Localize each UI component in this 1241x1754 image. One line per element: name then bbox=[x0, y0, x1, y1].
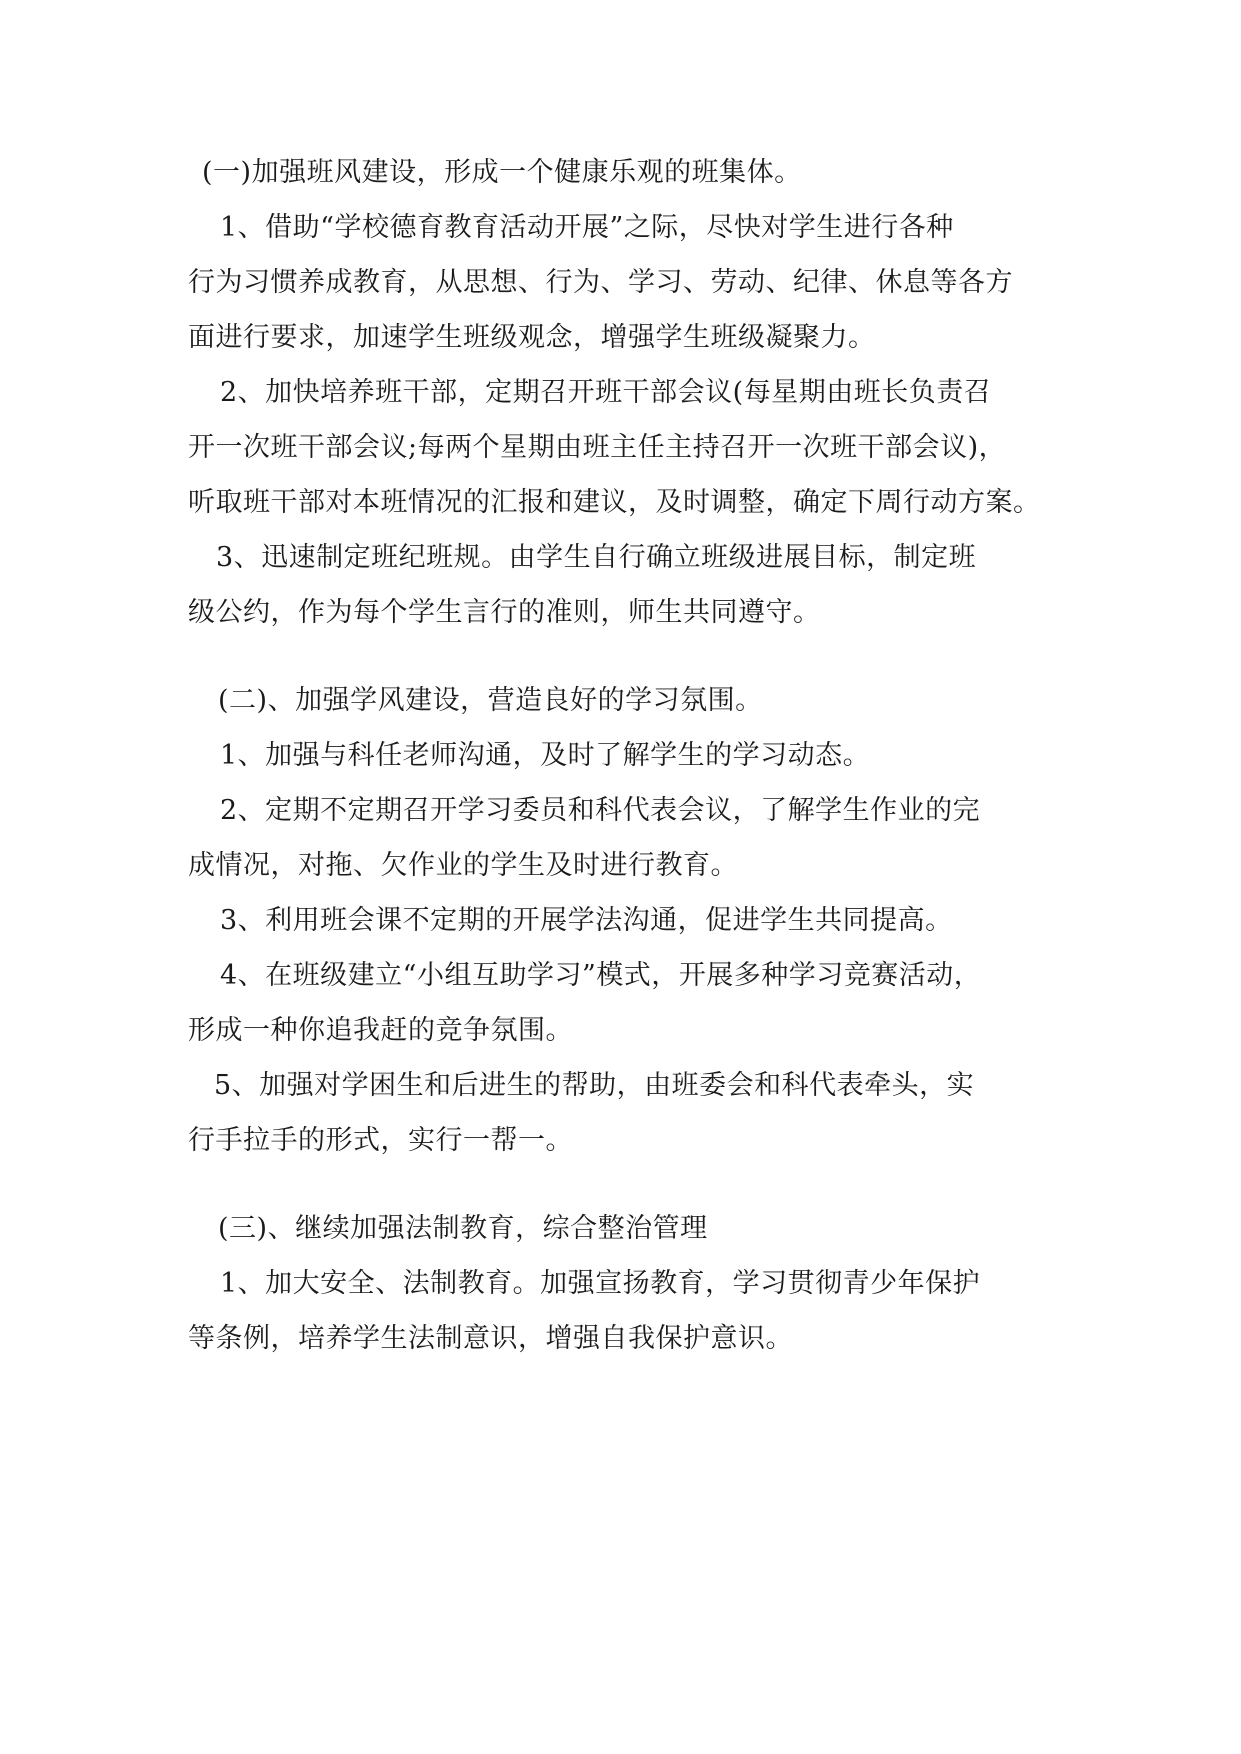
section-2-item-5-line-2: 行手拉手的形式，实行一帮一。 bbox=[188, 1125, 573, 1156]
section-2-item-3-line-1: 3、利用班会课不定期的开展学法沟通，促进学生共同提高。 bbox=[220, 905, 953, 936]
section-1-item-3-line-2: 级公约，作为每个学生言行的准则，师生共同遵守。 bbox=[188, 597, 821, 628]
section-2-heading: (二)、加强学风建设，营造良好的学习氛围。 bbox=[218, 685, 763, 716]
section-1-item-1-line-3: 面进行要求，加速学生班级观念，增强学生班级凝聚力。 bbox=[188, 322, 876, 353]
section-1-item-2-line-3: 听取班干部对本班情况的汇报和建议，及时调整，确定下周行动方案。 bbox=[188, 487, 1041, 518]
section-2-item-2-line-2: 成情况，对拖、欠作业的学生及时进行教育。 bbox=[188, 850, 738, 881]
section-1-item-2-line-1: 2、加快培养班干部，定期召开班干部会议(每星期由班长负责召 bbox=[220, 377, 992, 408]
section-1-heading: (一)加强班风建设，形成一个健康乐观的班集体。 bbox=[202, 157, 802, 188]
section-1-item-3-line-1: 3、迅速制定班纪班规。由学生自行确立班级进展目标，制定班 bbox=[216, 542, 977, 573]
section-3-heading: (三)、继续加强法制教育，综合整治管理 bbox=[218, 1213, 708, 1244]
section-1-item-1-line-2: 行为习惯养成教育，从思想、行为、学习、劳动、纪律、休息等各方 bbox=[188, 267, 1013, 298]
section-2-item-2-line-1: 2、定期不定期召开学习委员和科代表会议，了解学生作业的完 bbox=[220, 795, 981, 826]
section-2-item-1-line-1: 1、加强与科任老师沟通，及时了解学生的学习动态。 bbox=[220, 740, 871, 771]
section-2-item-4-line-2: 形成一种你追我赶的竞争氛围。 bbox=[188, 1015, 573, 1046]
section-3-item-1-line-1: 1、加大安全、法制教育。加强宣扬教育，学习贯彻青少年保护 bbox=[220, 1268, 981, 1299]
section-2-item-4-line-1: 4、在班级建立“小组互助学习”模式，开展多种学习竞赛活动， bbox=[220, 960, 982, 991]
section-1-item-2-line-2: 开一次班干部会议;每两个星期由班主任主持召开一次班干部会议)， bbox=[188, 432, 1007, 463]
section-3-item-1-line-2: 等条例，培养学生法制意识，增强自我保护意识。 bbox=[188, 1323, 793, 1354]
section-2-item-5-line-1: 5、加强对学困生和后进生的帮助，由班委会和科代表牵头，实 bbox=[214, 1070, 975, 1101]
section-1-item-1-line-1: 1、借助“学校德育教育活动开展”之际，尽快对学生进行各种 bbox=[220, 212, 954, 243]
